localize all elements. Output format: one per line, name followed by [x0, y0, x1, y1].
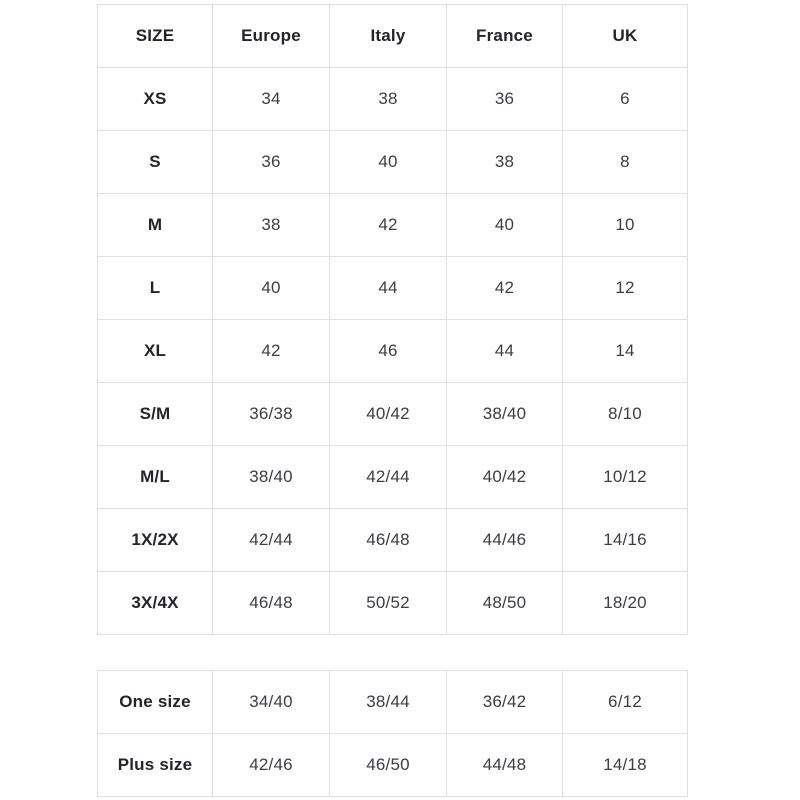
value-cell: 14/16 [563, 509, 688, 572]
row-label: M/L [98, 446, 213, 509]
value-cell: 46/48 [330, 509, 447, 572]
value-cell: 14 [563, 320, 688, 383]
row-label: 1X/2X [98, 509, 213, 572]
value-cell: 8 [563, 131, 688, 194]
value-cell: 36 [213, 131, 330, 194]
table-row [98, 131, 688, 194]
value-cell: 42 [213, 320, 330, 383]
row-label: Plus size [98, 734, 213, 797]
value-cell: 40 [213, 257, 330, 320]
header-cell-europe: Europe [213, 5, 330, 68]
value-cell: 42 [447, 257, 563, 320]
table-row [98, 194, 688, 257]
value-cell: 42/44 [330, 446, 447, 509]
value-cell: 6 [563, 68, 688, 131]
table-row [98, 257, 688, 320]
value-cell: 36/38 [213, 383, 330, 446]
value-cell: 18/20 [563, 572, 688, 635]
row-label: S [98, 131, 213, 194]
value-cell: 42 [330, 194, 447, 257]
value-cell: 44 [447, 320, 563, 383]
table-row [98, 734, 688, 797]
value-cell: 44/48 [447, 734, 563, 797]
value-cell: 40 [330, 131, 447, 194]
value-cell: 14/18 [563, 734, 688, 797]
value-cell: 38 [213, 194, 330, 257]
row-label: 3X/4X [98, 572, 213, 635]
value-cell: 48/50 [447, 572, 563, 635]
row-label: One size [98, 671, 213, 734]
value-cell: 40 [447, 194, 563, 257]
value-cell: 10/12 [563, 446, 688, 509]
table-row [98, 320, 688, 383]
value-cell: 10 [563, 194, 688, 257]
table-row [98, 671, 688, 734]
value-cell: 38/40 [213, 446, 330, 509]
table-row [98, 509, 688, 572]
header-cell-france: France [447, 5, 563, 68]
header-row [98, 5, 688, 68]
value-cell: 38/44 [330, 671, 447, 734]
header-cell-italy: Italy [330, 5, 447, 68]
table-row [98, 383, 688, 446]
header-cell-size: SIZE [98, 5, 213, 68]
table-row [98, 68, 688, 131]
row-label: S/M [98, 383, 213, 446]
value-cell: 36 [447, 68, 563, 131]
value-cell: 8/10 [563, 383, 688, 446]
value-cell: 6/12 [563, 671, 688, 734]
table-row [98, 572, 688, 635]
value-cell: 44/46 [447, 509, 563, 572]
special-sizes-table [97, 670, 688, 797]
value-cell: 36/42 [447, 671, 563, 734]
value-cell: 12 [563, 257, 688, 320]
row-label: XL [98, 320, 213, 383]
value-cell: 46/48 [213, 572, 330, 635]
value-cell: 34 [213, 68, 330, 131]
size-conversion-table [97, 4, 688, 635]
value-cell: 50/52 [330, 572, 447, 635]
row-label: L [98, 257, 213, 320]
value-cell: 40/42 [447, 446, 563, 509]
value-cell: 34/40 [213, 671, 330, 734]
value-cell: 38 [447, 131, 563, 194]
header-cell-uk: UK [563, 5, 688, 68]
value-cell: 46 [330, 320, 447, 383]
table-row [98, 446, 688, 509]
value-cell: 40/42 [330, 383, 447, 446]
value-cell: 38 [330, 68, 447, 131]
value-cell: 42/46 [213, 734, 330, 797]
value-cell: 46/50 [330, 734, 447, 797]
row-label: XS [98, 68, 213, 131]
row-label: M [98, 194, 213, 257]
value-cell: 44 [330, 257, 447, 320]
value-cell: 38/40 [447, 383, 563, 446]
value-cell: 42/44 [213, 509, 330, 572]
